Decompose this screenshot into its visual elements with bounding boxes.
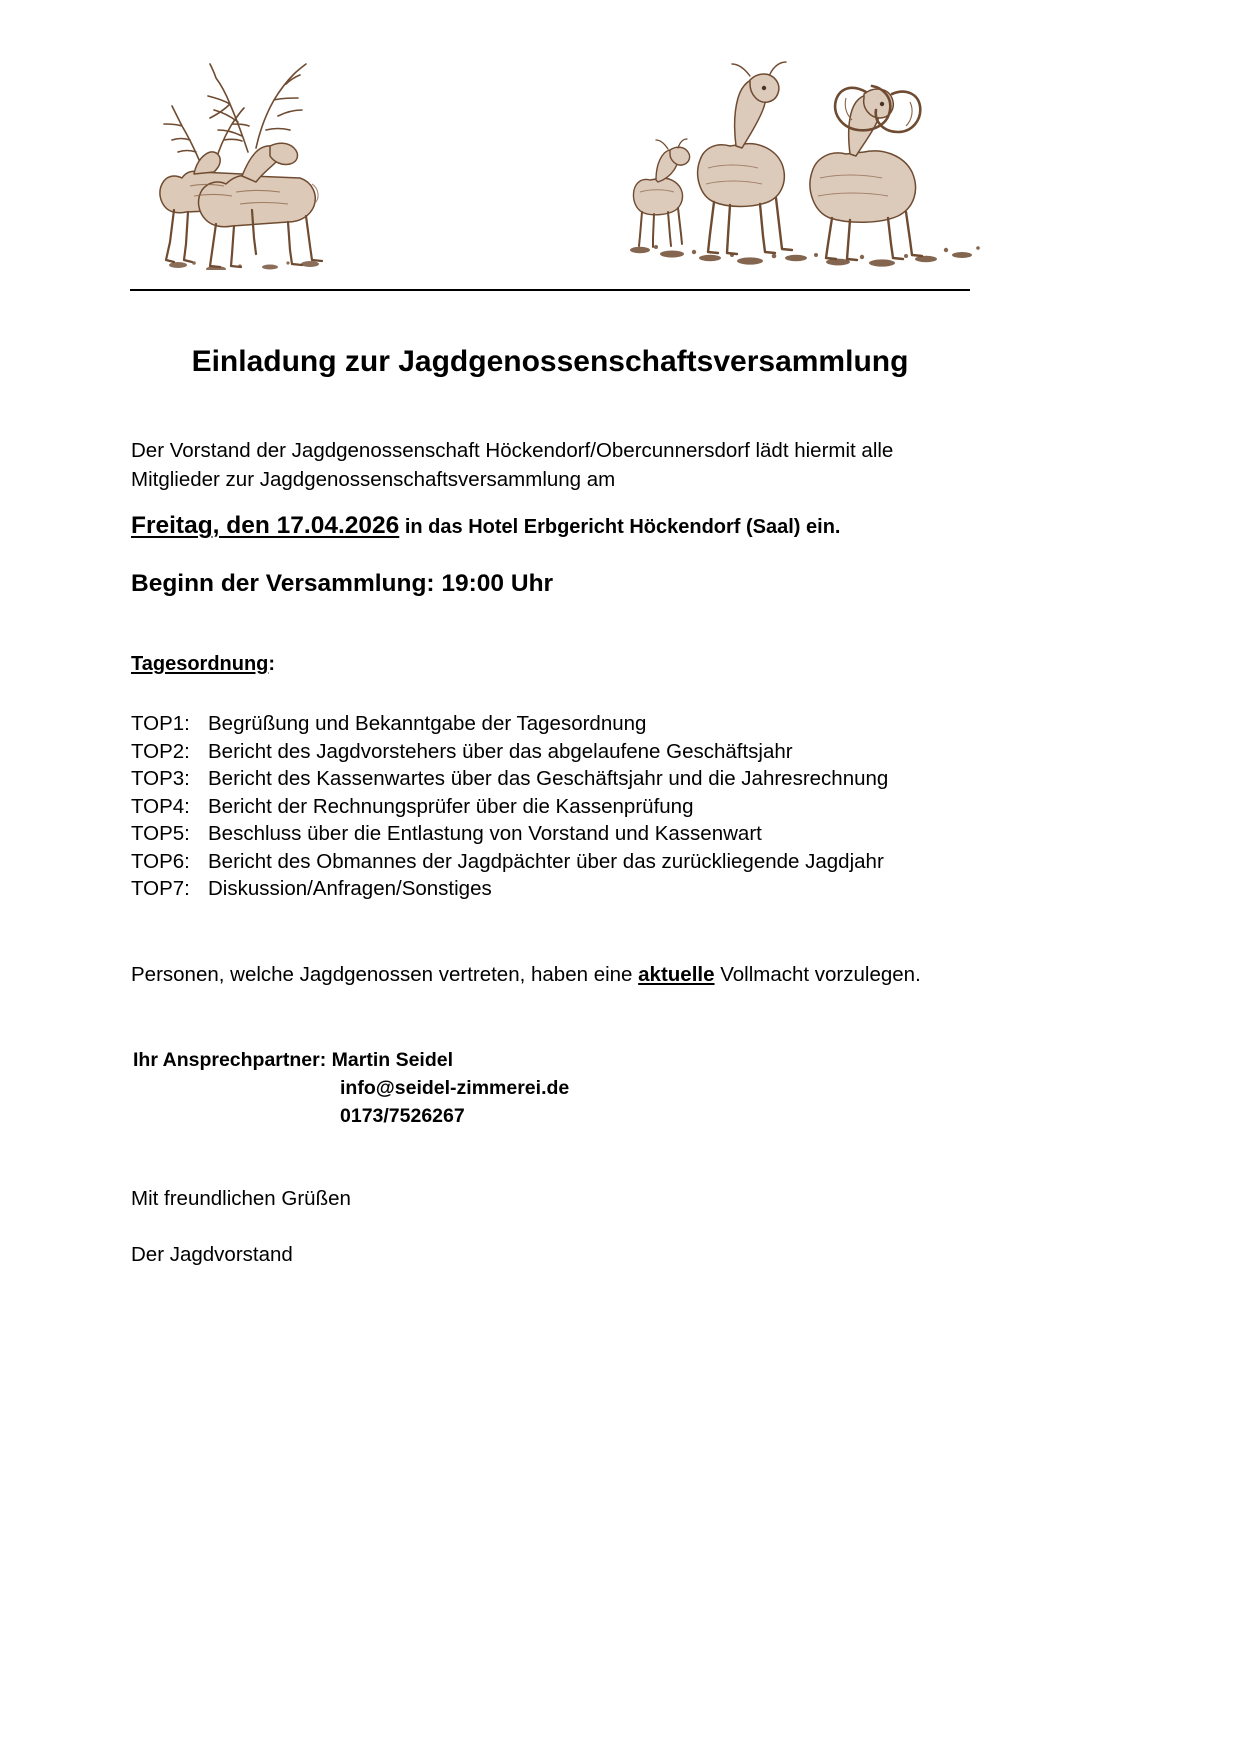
page-title: Einladung zur Jagdgenossenschaftsversammlung (191, 345, 909, 378)
agenda-item-key: TOP3: (131, 767, 190, 790)
meeting-date-line (131, 512, 961, 540)
header-divider (130, 289, 970, 291)
agenda-list (131, 710, 991, 903)
agenda-item-text: Begrüßung und Bekanntgabe der Tagesordnung (208, 712, 647, 735)
agenda-item (131, 848, 991, 876)
agenda-item-key: TOP6: (131, 849, 190, 873)
agenda-item-text: Beschluss über die Entlastung von Vorstand und Kassenwart (208, 822, 762, 845)
agenda-item (131, 875, 991, 903)
contact-email[interactable]: info@seidel-zimmerei.de (340, 1077, 570, 1099)
meeting-venue-text: in das Hotel Erbgericht Höckendorf (Saal) ein. (399, 516, 841, 538)
agenda-item (131, 793, 991, 821)
proxy-note-emphasis: aktuelle (638, 963, 715, 986)
agenda-item-key: TOP2: (131, 739, 190, 763)
agenda-item-key: TOP4: (131, 794, 190, 818)
header-artwork (130, 40, 1110, 275)
agenda-item (131, 765, 991, 793)
closing-block (131, 1185, 351, 1269)
agenda-item-text: Diskussion/Anfragen/Sonstiges (208, 877, 492, 900)
mouflon-sheep-group-illustration (610, 50, 1010, 270)
agenda-item-text: Bericht des Kassenwartes über das Geschäftsjahr und die Jahresrechnung (208, 767, 889, 790)
agenda-item-key: TOP7: (131, 877, 190, 900)
contact-phone[interactable]: 0173/7526267 (340, 1105, 465, 1127)
agenda-item-text: Bericht des Jagdvorstehers über das abgelaufene Geschäftsjahr (208, 739, 793, 763)
red-deer-group-illustration (130, 60, 400, 270)
agenda-item (131, 710, 991, 738)
closing-spacer (131, 1213, 351, 1241)
agenda-item (131, 738, 991, 766)
agenda-item-text: Bericht des Obmannes der Jagdpächter über das zurückliegende Jagdjahr (208, 849, 884, 873)
proxy-note-before: Personen, welche Jagdgenossen vertreten, haben eine (131, 963, 639, 986)
proxy-authorization-note (131, 963, 991, 987)
closing-greeting: Mit freundlichen Grüßen (131, 1187, 351, 1210)
closing-signature: Der Jagdvorstand (131, 1243, 293, 1266)
proxy-note-after: Vollmacht vorzulegen. (714, 963, 921, 986)
agenda-item-text: Bericht der Rechnungsprüfer über die Kassenprüfung (208, 794, 694, 818)
meeting-date-emphasis: Freitag, den 17.04.2026 (131, 512, 400, 539)
agenda-heading (131, 653, 275, 676)
agenda-item-key: TOP5: (131, 822, 190, 845)
agenda-heading-colon: : (268, 653, 276, 675)
intro-paragraph: Der Vorstand der Jagdgenossenschaft Höckendorf/Obercunnersdorf lädt hiermit alle Mitglieder zur Jagdgenossenschaftsversammlung am (131, 439, 894, 491)
meeting-start-time: Beginn der Versammlung: 19:00 Uhr (131, 570, 554, 597)
agenda-item-key: TOP1: (131, 712, 190, 735)
contact-person: Ihr Ansprechpartner: Martin Seidel (133, 1049, 454, 1071)
contact-block (133, 1046, 569, 1130)
agenda-heading-label: Tagesordnung (131, 653, 269, 675)
agenda-item (131, 820, 991, 848)
